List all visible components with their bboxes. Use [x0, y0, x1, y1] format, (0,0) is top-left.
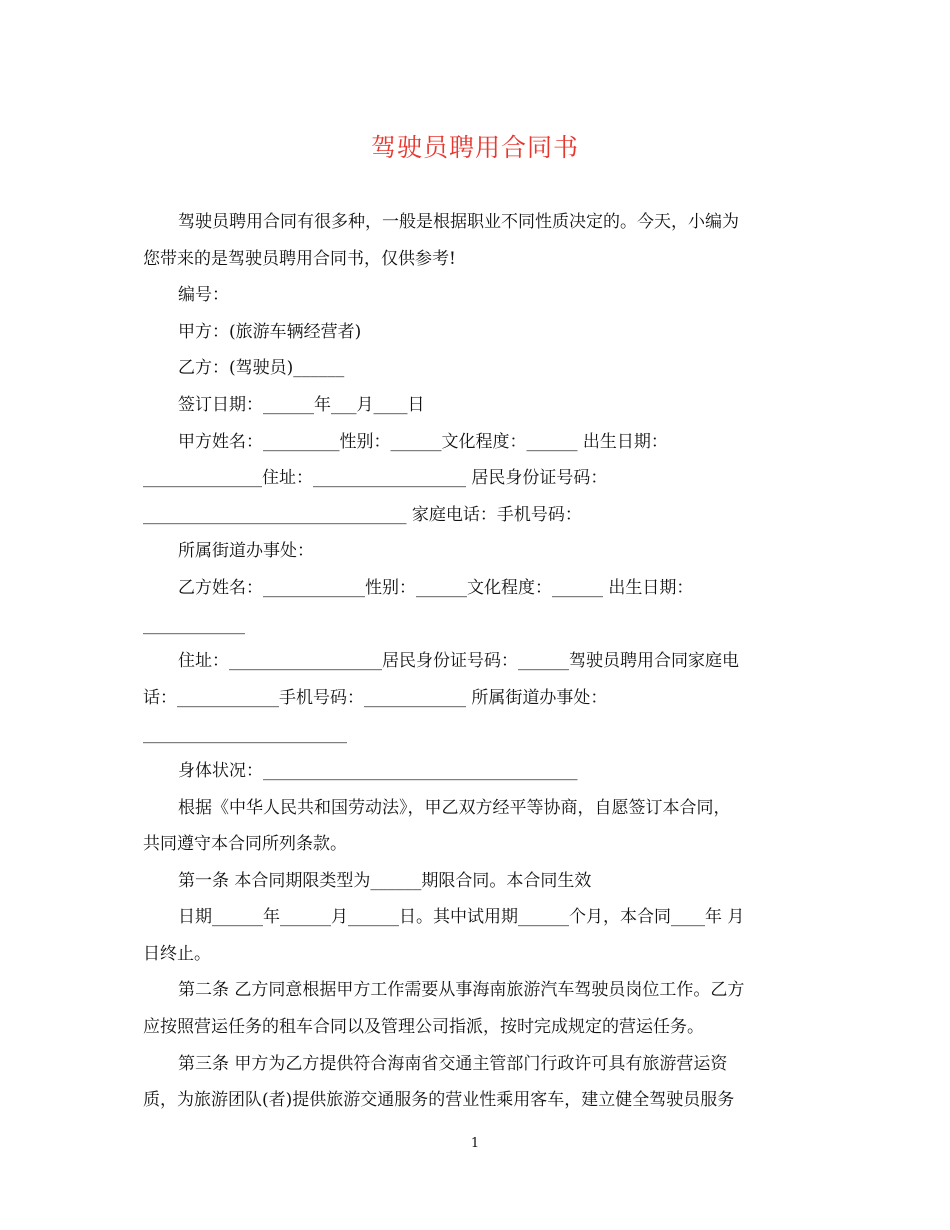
party-b-name-line: 乙方姓名：____________性别：______文化程度：______ 出生日期： [178, 577, 694, 598]
party-b-street-office-line: ________________________ [143, 724, 347, 745]
party-b-address-line: 住址：__________________居民身份证号码：______驾驶员聘用合同家庭电 [178, 651, 739, 672]
contract-number-line: 编号： [178, 285, 229, 306]
document-body [143, 204, 799, 1119]
article-1-line-1: 第一条 本合同期限类型为______期限合同。本合同生效 [178, 870, 592, 891]
labor-law-line-1: 根据《中华人民共和国劳动法》，甲乙双方经平等协商，自愿签订本合同， [178, 797, 731, 818]
intro-line-1: 驾驶员聘用合同有很多种，一般是根据职业不同性质决定的。今天，小编为 [178, 212, 739, 232]
article-3-line-2: 质，为旅游团队(者)提供旅游交通服务的营业性乘用客车，建立健全驾驶员服务 [143, 1090, 735, 1111]
document-title: 驾驶员聘用合同书 [370, 133, 579, 162]
article-3-line-1: 第三条 甲方为乙方提供符合海南省交通主管部门行政许可具有旅游营运资 [178, 1053, 728, 1074]
party-a-address-line: ______________住址：__________________ 居民身份证号码： [143, 468, 608, 489]
signing-date-line: 签订日期：______年___月____日 [178, 394, 425, 415]
page-number: 1 [470, 1136, 480, 1151]
labor-law-line-2: 共同遵守本合同所列条款。 [143, 834, 347, 855]
health-status-line: 身体状况：_____________________________________ [178, 760, 578, 781]
party-a-phone-line: _______________________________ 家庭电话：手机号码： [143, 504, 582, 525]
party-b-phone-line: 话：____________手机号码：____________ 所属街道办事处： [143, 687, 608, 708]
article-2-line-2: 应按照营运任务的租车合同以及管理公司指派，按时完成规定的营运任务。 [143, 1017, 704, 1038]
party-a-line: 甲方：(旅游车辆经营者) [178, 321, 362, 342]
article-1-line-3: 日终止。 [143, 943, 211, 964]
party-b-line: 乙方：(驾驶员)______ [178, 358, 345, 379]
party-b-birth-line: ____________ [143, 614, 245, 635]
party-a-street-office-line: 所属街道办事处： [178, 541, 314, 562]
article-1-line-2: 日期______年______月______日。其中试用期______个月，本合同____年 月 [178, 907, 745, 928]
article-2-line-1: 第二条 乙方同意根据甲方工作需要从事海南旅游汽车驾驶员岗位工作。乙方 [178, 980, 745, 1001]
intro-line-2: 您带来的是驾驶员聘用合同书，仅供参考! [143, 248, 456, 269]
party-a-name-line: 甲方姓名：_________性别：______文化程度：______ 出生日期： [178, 431, 668, 452]
